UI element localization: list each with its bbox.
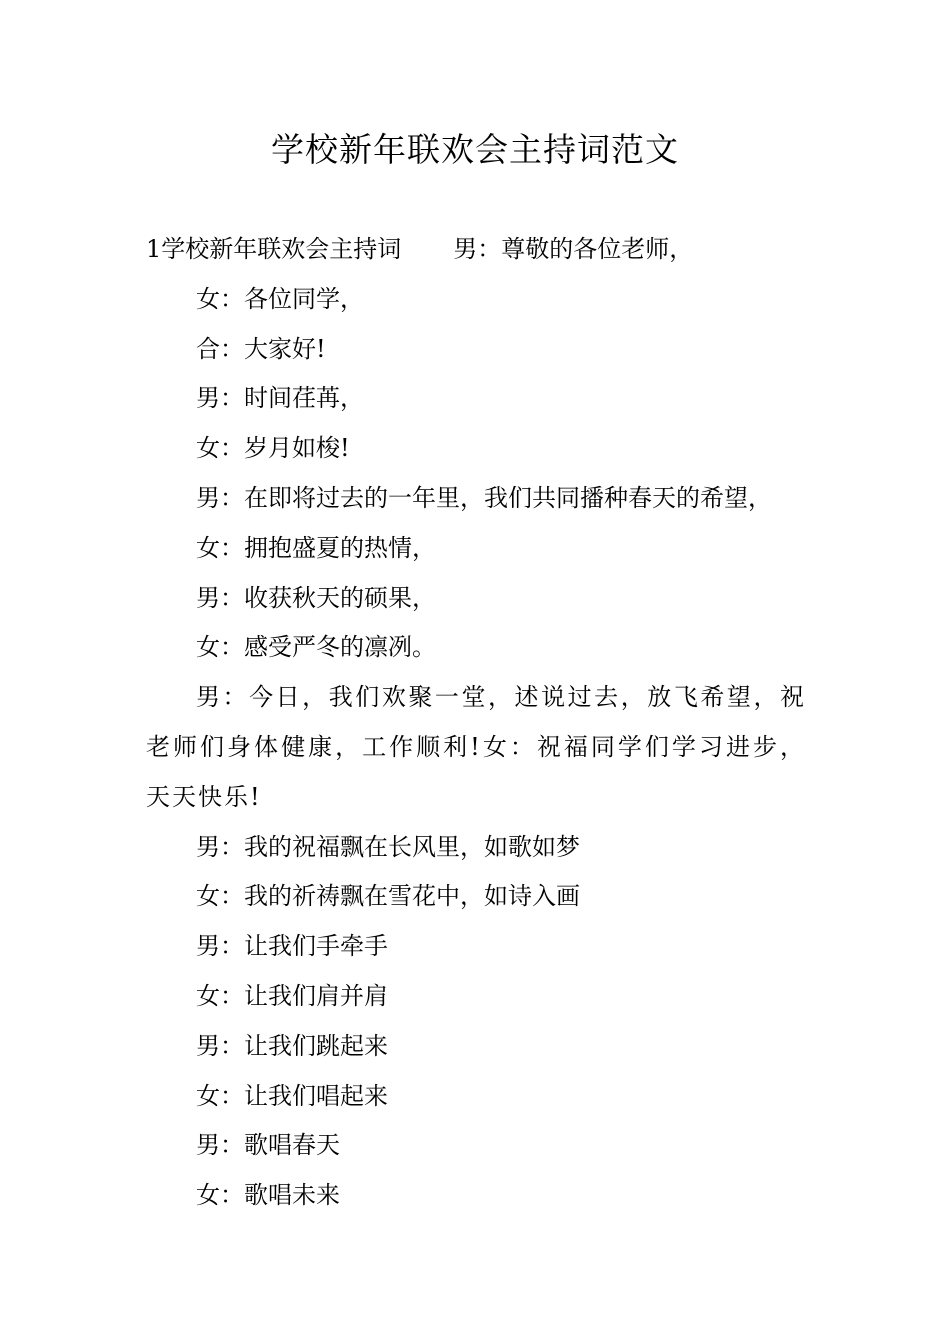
dialogue-line: 女：拥抱盛夏的热情， (196, 533, 436, 562)
dialogue-line: 女：各位同学， (196, 284, 364, 313)
dialogue-line: 女：我的祈祷飘在雪花中，如诗入画 (196, 882, 580, 911)
dialogue-line: 男：在即将过去的一年里，我们共同播种春天的希望， (196, 483, 772, 512)
document-body (146, 225, 806, 1221)
dialogue-line: 合：大家好! (196, 334, 326, 363)
section-heading: 1学校新年联欢会主持词 (146, 235, 402, 263)
first-line (146, 225, 806, 275)
dialogue-line: 女：歌唱未来 (196, 1181, 340, 1210)
dialogue-line: 男：收获秋天的硕果， (196, 583, 436, 612)
document-title: 学校新年联欢会主持词范文 (271, 130, 679, 169)
opening-speech: 男：尊敬的各位老师， (453, 235, 694, 263)
dialogue-line: 男：歌唱春天 (196, 1131, 340, 1160)
dialogue-line: 女：让我们唱起来 (196, 1081, 388, 1110)
dialogue-line: 男：让我们跳起来 (196, 1031, 388, 1060)
dialogue-line: 男：让我们手牵手 (196, 932, 388, 961)
dialogue-paragraph: 男：今日，我们欢聚一堂，述说过去，放飞希望，祝老师们身体健康，工作顺利!女：祝福同学们学习进步，天天快乐! (146, 683, 806, 811)
dialogue-line: 女：感受严冬的凛冽。 (196, 633, 436, 662)
dialogue-line: 男：时间荏苒， (196, 384, 364, 413)
dialogue-line: 女：岁月如梭! (196, 434, 350, 463)
dialogue-line: 女：让我们肩并肩 (196, 981, 388, 1010)
dialogue-line: 男：我的祝福飘在长风里，如歌如梦 (196, 832, 580, 861)
